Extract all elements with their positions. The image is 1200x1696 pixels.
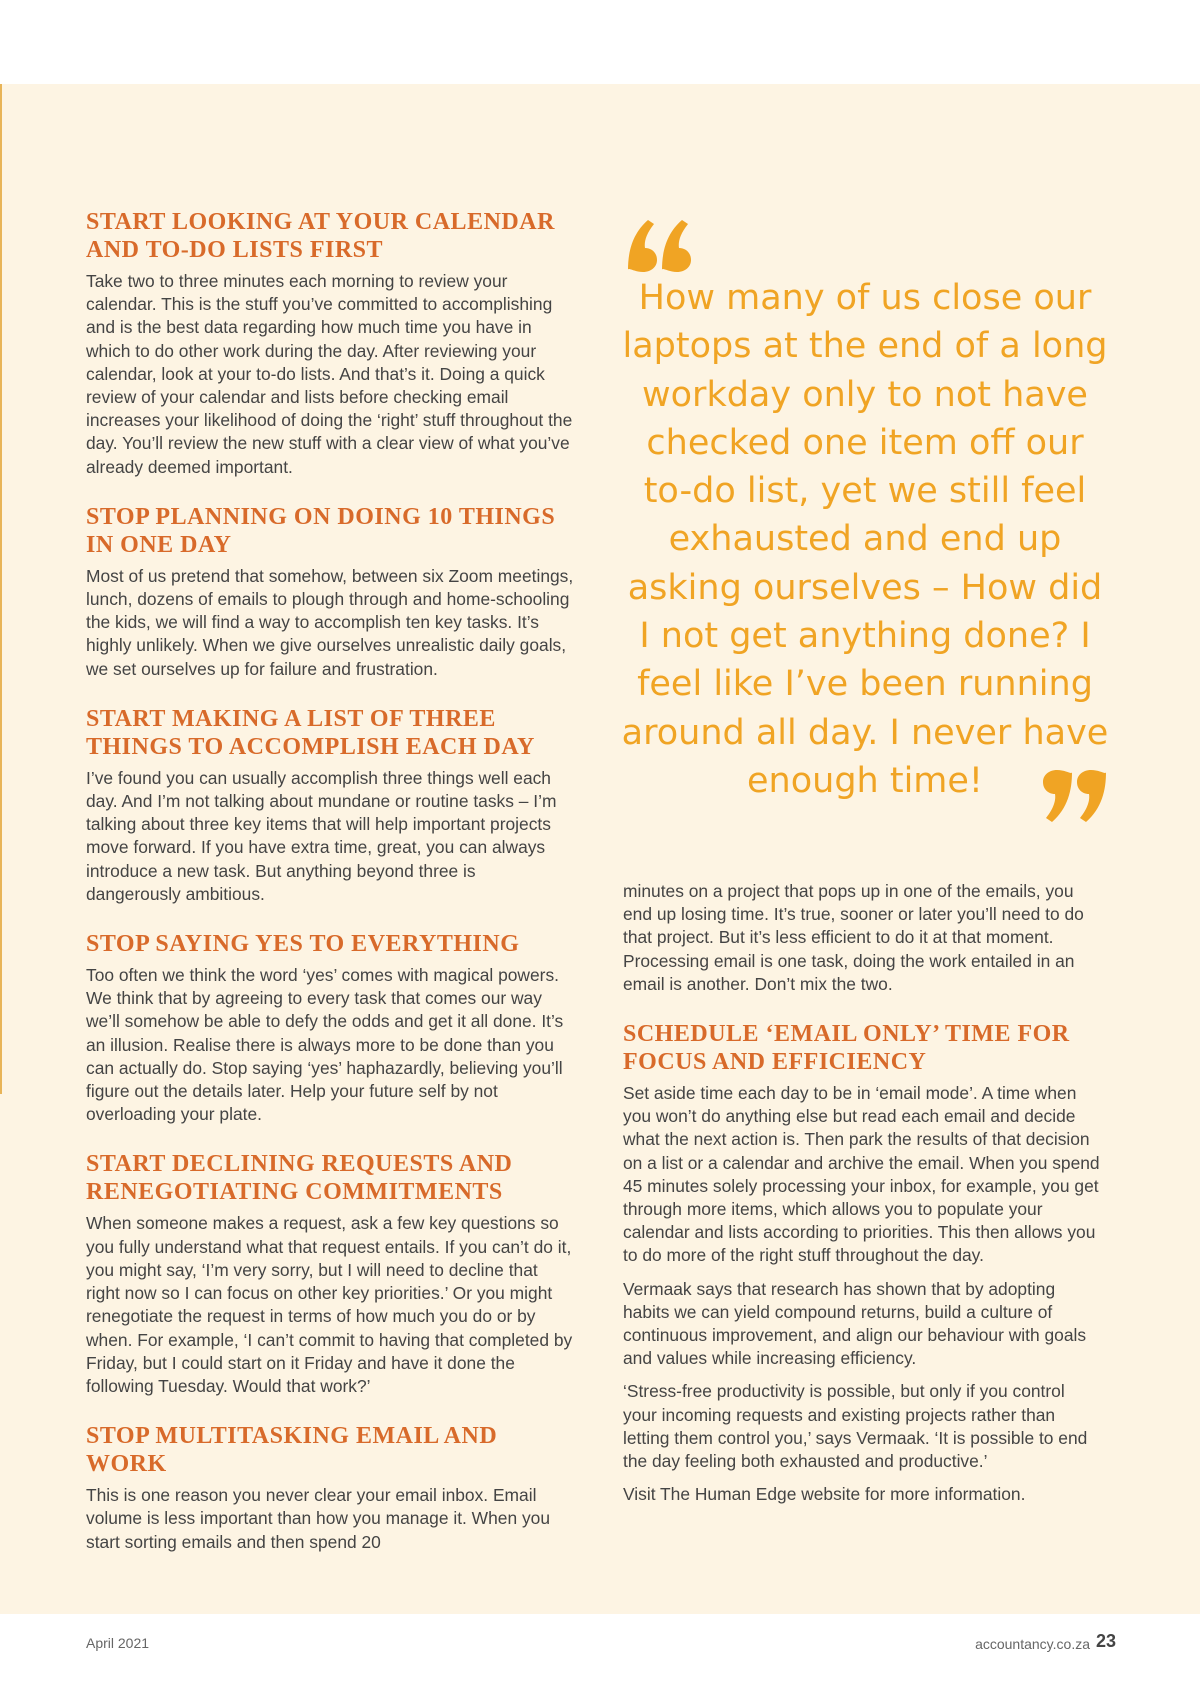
section-paragraph: Vermaak says that research has shown that by adopting habits we can yield compound returns, build a culture of continuous improvement, and align our behaviour with goals and values while increasing efficiency.	[623, 1278, 1087, 1369]
panel-edge-line	[0, 84, 2, 1094]
section-paragraph: Set aside time each day to be in ‘email mode’. A time when you won’t do anything else but read each email and decide what the next action is. Then park the results of that decision on a list or a calendar and archive the email. When you spend 45 minutes solely processing your inbox, for example, you get through more items, which allows you to populate your calendar and lists according to priorities. This then allows you to do more of the right stuff throughout the day.	[623, 1083, 1100, 1266]
section-multitasking	[86, 1422, 574, 1554]
section-ten-things	[86, 503, 574, 681]
section-calendar	[86, 208, 574, 479]
section-three-things	[86, 705, 574, 906]
section-paragraph: minutes on a project that pops up in one of the emails, you end up losing time. It’s true, sooner or later you’ll need to do that project. But it’s less efficient to do it at that moment. Processing email is one task, doing the work entailed in an email is another. Don’t mix the two.	[623, 881, 1084, 994]
section-paragraph: ‘Stress-free productivity is possible, but only if you control your incoming requests and existing projects rather than letting them control you,’ says Vermaak. ‘It is possible to end the day feeling both exhausted and productive.’	[623, 1381, 1088, 1472]
section-paragraph: This is one reason you never clear your email inbox. Email volume is less important than how you manage it. When you start sorting emails and then spend 20	[86, 1485, 550, 1552]
section-declining	[86, 1150, 574, 1398]
section-paragraph: Too often we think the word ‘yes’ comes with magical powers. We think that by agreeing to every task that comes our way we’ll somehow be able to defy the odds and get it all done. It’s an illusion. Realise there is always more to be done than you can actually do. Stop saying ‘yes’ haphazardly, believing you’ll figure out the details later. Help your future self by not overloading your plate.	[86, 965, 564, 1125]
section-heading: START DECLINING REQUESTS AND RENEGOTIATING COMMITMENTS	[86, 1151, 513, 1206]
section-heading: STOP MULTITASKING EMAIL AND WORK	[86, 1423, 498, 1478]
section-paragraph: Visit The Human Edge website for more information.	[623, 1484, 1026, 1505]
left-column	[86, 208, 574, 1578]
footer-date: April 2021	[86, 1635, 150, 1651]
section-multitasking-continued	[623, 880, 1103, 996]
section-email-only	[623, 1020, 1103, 1506]
page-number: 23	[1095, 1631, 1116, 1651]
section-paragraph: Most of us pretend that somehow, between six Zoom meetings, lunch, dozens of emails to plough through and home-schooling the kids, we will find a way to accomplish ten key tasks. It’s highly unlikely. When we give ourselves unrealistic daily goals, we set ourselves up for failure and frustration.	[86, 565, 574, 679]
section-heading: STOP SAYING YES TO EVERYTHING	[86, 931, 520, 958]
section-heading: START MAKING A LIST OF THREE THINGS TO ACCOMPLISH EACH DAY	[86, 705, 535, 760]
section-heading: START LOOKING AT YOUR CALENDAR AND TO-DO LISTS FIRST	[86, 209, 555, 263]
section-paragraph: I’ve found you can usually accomplish three things well each day. And I’m not talking about mundane or routine tasks – I’m talking about three key items that will help important projects move forward. If you have extra time, great, you can always introduce a new task. But anything beyond three is dangerously ambitious.	[86, 767, 557, 904]
section-heading: SCHEDULE ‘EMAIL ONLY’ TIME FOR FOCUS AND EFFICIENCY	[623, 1021, 1070, 1076]
footer-site: accountancy.co.za	[975, 1636, 1090, 1652]
right-column	[623, 880, 1103, 1530]
pull-quote	[620, 212, 1110, 832]
section-paragraph: Take two to three minutes each morning to review your calendar. This is the stuff you’ve committed to accomplishing and is the best data regarding how much time you have in which to do other work during the day. After reviewing your calendar, look at your to-do lists. And that’s it. Doing a quick review of your calendar and lists before checking email increases your likelihood of doing the ‘right’ stuff throughout the day. You’ll review the new stuff with a clear view of what you’ve already deemed important.	[86, 271, 573, 477]
section-saying-yes	[86, 930, 574, 1126]
section-heading: STOP PLANNING ON DOING 10 THINGS IN ONE DAY	[86, 503, 556, 558]
close-quote-icon	[1038, 768, 1110, 830]
section-paragraph: When someone makes a request, ask a few key questions so you fully understand what that request entails. If you can’t do it, you might say, ‘I’m very sorry, but I will need to decline that right now so I can focus on other key priorities.’ Or you might renegotiate the request in terms of how much you do or by when. For example, ‘I can’t commit to having that completed by Friday, but I could start on it Friday and have it done the following Tuesday. Would that work?’	[86, 1213, 573, 1396]
pull-quote-text: How many of us close our laptops at the end of a long workday only to not have checked one item off our to-do list, yet we still feel exhausted and end up asking ourselves – How did I not get anything done? I feel like I’ve been running around all day. I never have enough time!	[621, 278, 1109, 801]
open-quote-icon	[624, 212, 696, 274]
